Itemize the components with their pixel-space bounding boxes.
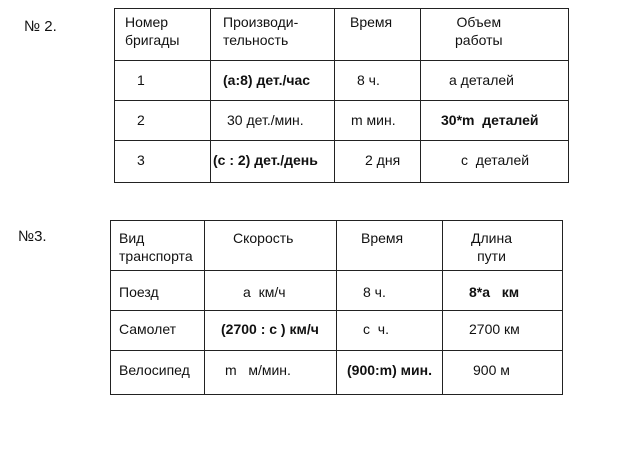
table-row bbox=[115, 141, 569, 183]
cell-time: 8 ч. bbox=[363, 284, 386, 300]
table-row bbox=[115, 101, 569, 141]
cell-transport: Самолет bbox=[119, 321, 177, 337]
table-row bbox=[111, 311, 563, 351]
cell-speed: m м/мин. bbox=[225, 362, 291, 378]
table-row bbox=[111, 271, 563, 311]
task3-label: №3. bbox=[18, 228, 47, 245]
cell-transport: Велосипед bbox=[119, 362, 190, 378]
task2-label: № 2. bbox=[24, 18, 57, 35]
header-distance: Длина пути bbox=[471, 230, 512, 264]
header-work-volume: Объем работы bbox=[455, 14, 503, 48]
header-brigade-number: Номер бригады bbox=[125, 14, 180, 48]
cell-productivity: 30 дет./мин. bbox=[227, 112, 304, 128]
table-header-row bbox=[115, 9, 569, 61]
cell-time: (900:m) мин. bbox=[347, 362, 432, 378]
brigade-table bbox=[114, 8, 569, 183]
header-cell bbox=[335, 9, 421, 61]
cell-distance: 8*а км bbox=[469, 284, 520, 300]
cell-distance: 2700 км bbox=[469, 321, 520, 337]
cell-distance: 900 м bbox=[473, 362, 510, 378]
table-row bbox=[115, 61, 569, 101]
cell-productivity: (а:8) дет./час bbox=[223, 72, 311, 88]
cell-brigade: 2 bbox=[137, 112, 145, 128]
cell-volume: с деталей bbox=[461, 152, 530, 168]
cell-brigade: 1 bbox=[137, 72, 145, 88]
table-header-row bbox=[111, 221, 563, 271]
cell-speed: (2700 : с ) км/ч bbox=[221, 321, 319, 337]
cell-transport: Поезд bbox=[119, 284, 159, 300]
header-productivity: Производи- тельность bbox=[223, 14, 299, 48]
cell-productivity: (с : 2) дет./день bbox=[213, 152, 318, 168]
transport-table bbox=[110, 220, 563, 395]
header-cell bbox=[115, 9, 211, 61]
cell-time: с ч. bbox=[363, 321, 389, 337]
cell-speed: а км/ч bbox=[243, 284, 286, 300]
cell-volume: а деталей bbox=[449, 72, 514, 88]
cell-time: 2 дня bbox=[365, 152, 401, 168]
header-transport-type: Вид транспорта bbox=[119, 230, 193, 264]
header-time: Время bbox=[350, 14, 393, 30]
table-row bbox=[111, 351, 563, 395]
header-cell bbox=[421, 9, 569, 61]
cell-time: m мин. bbox=[351, 112, 396, 128]
cell-time: 8 ч. bbox=[357, 72, 380, 88]
header-speed: Скорость bbox=[233, 230, 294, 246]
header-time: Время bbox=[361, 230, 404, 246]
cell-volume: 30*m деталей bbox=[441, 112, 539, 128]
header-cell bbox=[211, 9, 335, 61]
cell-brigade: 3 bbox=[137, 152, 145, 168]
